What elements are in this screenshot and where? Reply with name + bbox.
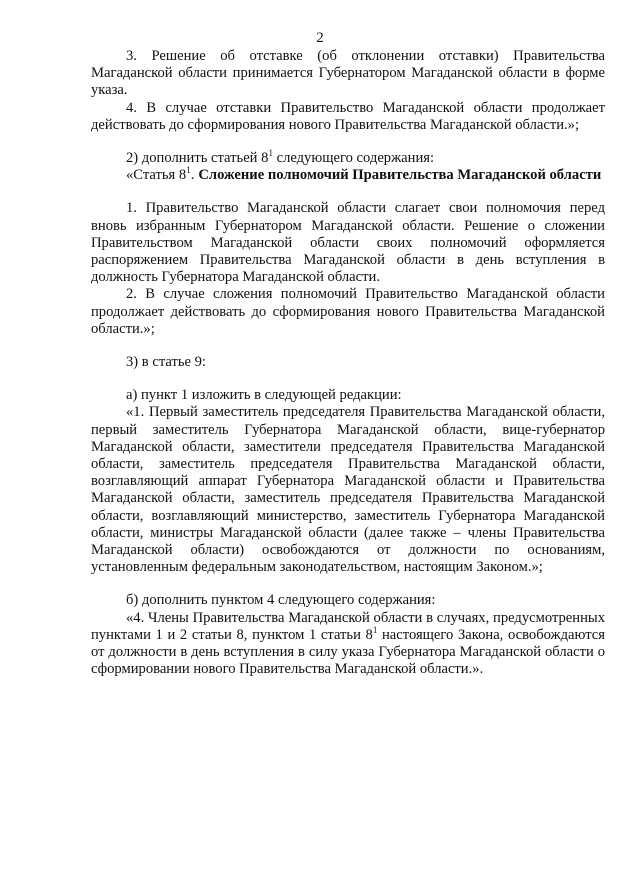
document-body	[91, 48, 605, 679]
superscript: 1	[186, 165, 191, 176]
paragraph-point-1-intro: а) пункт 1 изложить в следующей редакции:	[126, 387, 402, 404]
superscript: 1	[372, 624, 378, 635]
paragraph-point-4-text: «4. Члены Правительства Магаданской области в случаях, предусмотренных пунктами 1 и 2 статьи 8, пунктом 1 статьи $8^1$ настоящего Закона, освобождаются от должности в день вступления в силу указа Губернатора Магаданской области о сформировании нового Правительства Магаданской области.».	[91, 609, 605, 678]
paragraph-add-article: 2) дополнить статьей $8^1$ следующего содержания:	[126, 148, 435, 167]
article-number: «Статья $8^1$.	[126, 165, 195, 184]
page-number: 2	[316, 30, 324, 46]
paragraph-point-4-intro: б) дополнить пунктом 4 следующего содержания:	[126, 592, 436, 609]
paragraph-point-1-text: «1. Первый заместитель председателя Правительства Магаданской области, первый заместитель Губернатора Магаданской области, вице-губернатор Магаданской области, заместители председателя Правительства Магаданской области, заместитель председателя Правительства Магаданской области, возглавляющий аппарат Губернатора Магаданской области и Правительства Магаданской области, заместитель председателя Правительства Магаданской области, возглавляющий министерство, заместитель Губернатора Магаданской области, министры Магаданской области (далее также – члены Правительства Магаданской области) освобождаются от должности по основаниям, установленным федеральным законодательством, настоящим Законом.»;	[91, 404, 605, 576]
paragraph-resign-continue: 2. В случае сложения полномочий Правительство Магаданской области продолжает действовать до сформирования нового Правительства Магаданской области.»;	[91, 286, 605, 337]
paragraph-resignation-decision: 3. Решение об отставке (об отклонении отставки) Правительства Магаданской области принимается Губернатором Магаданской области в форме указа.	[91, 48, 605, 99]
paragraph-article-9: 3) в статье 9:	[126, 354, 206, 371]
superscript: 1	[268, 148, 273, 159]
paragraph-resign-powers: 1. Правительство Магаданской области слагает свои полномочия перед вновь избранным Губернатором Магаданской области. Решение о сложении Правительством Магаданской области своих полномочий оформляется распоряжением Правительства Магаданской области в день вступления в должность Губернатора Магаданской области.	[91, 200, 605, 286]
paragraph-resignation-continue: 4. В случае отставки Правительство Магаданской области продолжает действовать до сформирования нового Правительства Магаданской области.»;	[91, 99, 605, 133]
article-title: Сложение полномочий Правительства Магаданской области	[198, 167, 602, 184]
article-heading	[126, 167, 605, 184]
